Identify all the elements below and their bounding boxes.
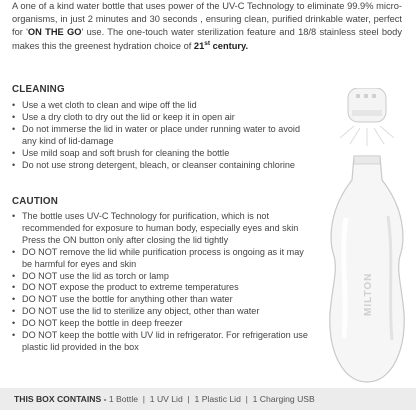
list-item xyxy=(12,148,312,160)
bullet-icon: • xyxy=(12,246,16,257)
list-item-text: DO NOT expose the product to extreme temperatures xyxy=(22,282,239,293)
list-item xyxy=(12,124,312,148)
list-item xyxy=(12,160,312,172)
bottle-brand-logo: MILTON xyxy=(363,272,374,316)
list-item xyxy=(12,247,312,271)
list-item-text: DO NOT keep the bottle with UV lid in refrigerator. For refrigeration use plastic lid provided in the box xyxy=(22,330,308,352)
bullet-icon: • xyxy=(12,330,16,341)
bullet-icon: • xyxy=(12,306,16,317)
list-item-text: Use a wet cloth to clean and wipe off the lid xyxy=(22,100,197,110)
list-item xyxy=(12,211,312,247)
century-word: century. xyxy=(210,40,249,51)
caution-list xyxy=(12,211,312,354)
list-item-text: Use mild soap and soft brush for cleaning the bottle xyxy=(22,147,230,158)
bullet-icon: • xyxy=(12,147,16,158)
box-contents-label: THIS BOX CONTAINS - xyxy=(14,394,107,404)
intro-text-2: ' use. The one-touch water sterilization feature and 18/8 stainless steel body makes this the greenest hydration choice of xyxy=(12,27,403,51)
list-item-text: DO NOT use the lid to sterilize any object, other than water xyxy=(22,306,260,317)
list-item-text: DO NOT remove the lid while purification process is ongoing as it may be harmful for eyes and skin xyxy=(22,246,304,269)
bullet-icon: • xyxy=(12,294,16,305)
intro-emphasis: ON THE GO xyxy=(27,27,82,38)
list-item-text: DO NOT use the bottle for anything other than water xyxy=(22,294,233,305)
cleaning-heading: CLEANING xyxy=(12,84,65,95)
bullet-icon: • xyxy=(12,123,16,134)
box-contents-bar xyxy=(0,388,416,410)
list-item xyxy=(12,318,312,330)
list-item xyxy=(12,282,312,294)
list-item-text: Do not immerse the lid in water or place under running water to avoid any kind of lid-damage xyxy=(22,123,301,146)
list-item xyxy=(12,330,312,354)
list-item-text: Do not use strong detergent, bleach, or cleanser containing chlorine xyxy=(22,159,295,170)
bullet-icon: • xyxy=(12,270,16,281)
cleaning-list xyxy=(12,100,312,171)
list-item xyxy=(12,306,312,318)
list-item xyxy=(12,100,312,112)
box-contents-items: 1 Bottle | 1 UV Lid | 1 Plastic Lid | 1 Charging USB xyxy=(108,394,315,404)
list-item xyxy=(12,112,312,124)
list-item xyxy=(12,271,312,283)
bullet-icon: • xyxy=(12,282,16,293)
bottle-illustration xyxy=(318,88,414,384)
intro-paragraph xyxy=(12,0,402,53)
list-item-text: Use a dry cloth to dry out the lid or keep it in open air xyxy=(22,111,235,122)
list-item xyxy=(12,294,312,306)
bullet-icon: • xyxy=(12,318,16,329)
bullet-icon: • xyxy=(12,100,16,110)
bullet-icon: • xyxy=(12,211,16,221)
bottle-body-icon xyxy=(330,156,404,382)
century-number: 21 xyxy=(193,40,205,51)
list-item-text: The bottle uses UV-C Technology for purification, which is not recommended for exposure to human body, especially eyes and skin Press the ON button only after closing the lid tightly xyxy=(22,211,299,245)
century-superscript: st xyxy=(204,39,211,47)
bullet-icon: • xyxy=(12,159,16,170)
intro-text: A one of a kind water bottle that uses power of the UV-C Technology to eliminate 99.9% micro-organisms, in just 2 minutes and 30 seconds , ensuring clean, purified drinkable water, perfect for ' xyxy=(12,1,402,38)
caution-heading: CAUTION xyxy=(12,196,59,207)
list-item-text: DO NOT use the lid as torch or lamp xyxy=(22,270,169,281)
bullet-icon: • xyxy=(12,111,16,122)
uv-lid-icon xyxy=(340,88,394,146)
list-item-text: DO NOT keep the bottle in deep freezer xyxy=(22,318,183,329)
